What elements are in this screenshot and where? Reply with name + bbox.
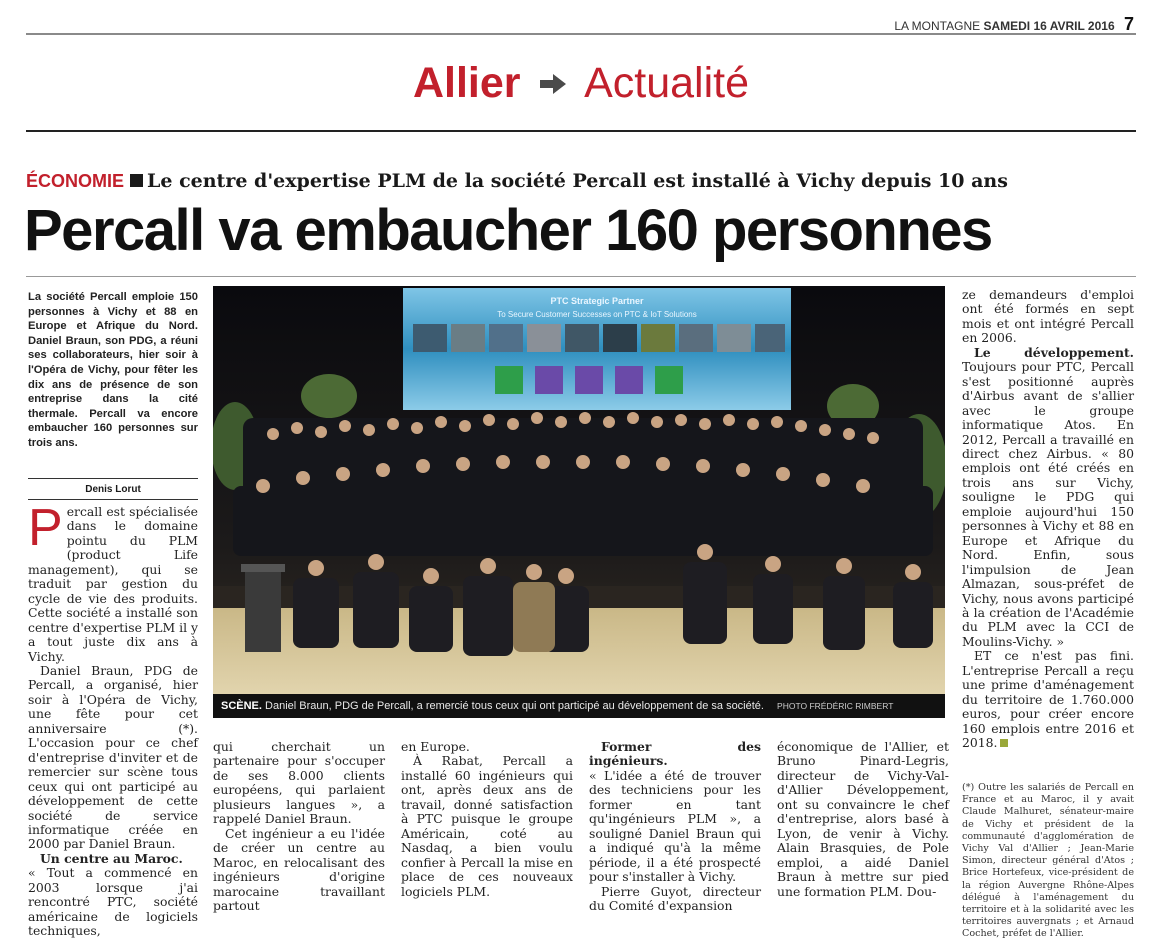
body-column-2 — [213, 740, 385, 913]
paragraph: « L'idée a été de trouver des techniciens pour les former en tant qu'ingénieurs PLM », a souligné Daniel Braun qui a indiqué qu'à la même période, il a été prospecté pour s'installer à Vichy. — [589, 767, 761, 885]
title-separator — [26, 276, 1136, 277]
page-header-info — [894, 14, 1134, 35]
body-column-6 — [962, 288, 1134, 751]
subheading: Former des ingénieurs. — [589, 739, 761, 769]
screen-title: PTC Strategic Partner — [550, 296, 644, 306]
photo-caption — [213, 694, 945, 718]
subheading: Le développement. — [974, 344, 1134, 360]
body-column-1 — [28, 499, 198, 939]
body-column-4 — [589, 740, 761, 913]
paragraph: ET ce n'est pas fini. L'entreprise Percall a reçu une prime d'aménagement du territoire de 1.760.000 euros, pour créer encore 160 emplois entre 2016 et 2018. — [962, 648, 1134, 751]
paragraph: qui cherchait un partenaire pour s'occuper de ses 8.000 clients européens, qui parlaient plusieurs langues », a rappelé Daniel Braun. — [213, 739, 385, 827]
body-column-5 — [777, 740, 949, 899]
drop-cap: P — [28, 499, 63, 557]
article-headline: Percall va embaucher 160 personnes — [24, 198, 992, 263]
page-number: 7 — [1123, 14, 1134, 34]
photo-credit: PHOTO FRÉDÉRIC RIMBERT — [777, 701, 894, 711]
screen-image-strip — [413, 324, 785, 352]
issue-date: SAMEDI 16 AVRIL 2016 — [983, 19, 1115, 33]
author-byline: Denis Lorut — [28, 478, 198, 495]
paragraph: Toujours pour PTC, Percall s'est positionné auprès d'Airbus avant de s'allier avec le groupe informatique Atos. En 2012, Percall a travaillé en direct chez Airbus. « 80 emplois ont été créés en trois ans sur Vichy, souligne le PDG qui emploie aujourd'hui 150 personnes à Vichy et 88 en Europe et Afrique du Nord. Enfin, sous l'impulsion de Jean Almazan, sous-préfet de Vichy, nous avons participé à la création de l'Académie du PLM avec la CCI de Moulins-Vichy. » — [962, 359, 1134, 649]
subheading: Un centre au Maroc. — [40, 850, 183, 866]
newspaper-name: LA MONTAGNE — [894, 19, 981, 33]
body-column-3 — [401, 740, 573, 899]
article-kicker — [26, 169, 1008, 193]
arrow-right-icon — [538, 72, 568, 96]
rubric-section: Actualité — [584, 59, 749, 107]
paragraph: économique de l'Allier, et Bruno Pinard-Legris, directeur de Vichy-Val-d'Allier Développement, ont su convaincre le chef d'entreprise, alors basé à Lyon, de venir à Vichy. Alain Brasquies, de Pole emploi, a aidé Daniel Braun à mettre sur pied une formation PLM. Dou- — [777, 739, 949, 899]
screen-subtitle: To Secure Customer Successes on PTC & IoT Solutions — [497, 310, 697, 319]
paragraph: ze demandeurs d'emploi ont été formés en sept mois et ont intégré Percall en 2006. — [962, 287, 1134, 346]
footnote: (*) Outre les salariés de Percall en France et au Maroc, il y avait Claude Malhuret, sénateur-maire de Vichy et président de la communauté d'agglomération de Vichy Val d'Allier ; Jean-Marie Simon, directeur général d'Atos ; Brice Hortefeux, vice-président de la région Auvergne Rhône-Alpes délégué à l'aménagement du territoire et à la solidarité avec les territoires auvergnats ; et Arnaud Cochet, préfet de l'Allier. — [962, 782, 1134, 940]
audience-crowd — [233, 418, 933, 556]
caption-text: Daniel Braun, PDG de Percall, a remercié tous ceux qui ont participé au développement de sa société. — [265, 700, 764, 712]
section-rubric — [0, 58, 1162, 108]
article-photo — [213, 286, 945, 718]
stage-photo-illustration — [213, 286, 945, 718]
paragraph: en Europe. — [401, 739, 470, 754]
article-lead: La société Percall emploie 150 personnes à Vichy et 88 en Europe et Afrique du Nord. Daniel Braun, son PDG, a réuni ses collaborateurs, hier soir à l'Opéra de Vichy, pour fêter les dix ans de présence de son entreprise dans la cité thermale. Percall va encore embaucher 160 personnes sur trois ans. — [28, 291, 198, 449]
header-rule — [26, 33, 1136, 35]
end-mark-icon — [1000, 739, 1008, 747]
square-bullet-icon — [130, 174, 143, 187]
header-separator — [26, 130, 1136, 132]
paragraph: À Rabat, Percall a installé 60 ingénieurs qui ont, après deux ans de travail, donné satisfaction à PTC puisque le groupe Américain, coté au Nasdaq, a bien voulu confier à Percall la mise en place de ces nouveaux logiciels PLM. — [401, 753, 573, 899]
paragraph: Cet ingénieur a eu l'idée de créer un centre au Maroc, en relocalisant des ingénieurs d'origine marocaine travaillant partout — [213, 825, 385, 913]
paragraph: Daniel Braun, PDG de Percall, a organisé, hier soir à l'Opéra de Vichy, une fête pour cet anniversaire (*). L'occasion pour ce chef d'entreprise d'inviter et de remercier sur scène tous ceux qui ont participé au développement de cette société de service informatique créée en 2000 par Daniel Braun. — [28, 662, 198, 852]
paragraph: ercall est spécialisée dans le domaine pointu du PLM (product Life management), qui se traduit par gestion du cycle de vie des produits. Cette société a installé son centre d'expertise PLM il y a tout juste dix ans à Vichy. — [28, 504, 198, 664]
rubric-region: Allier — [412, 59, 521, 107]
kicker-text: Le centre d'expertise PLM de la société Percall est installé à Vichy depuis 10 ans — [147, 170, 1008, 192]
paragraph: Pierre Guyot, directeur du Comité d'expansion — [589, 883, 761, 913]
section-label: ÉCONOMIE — [26, 171, 125, 191]
paragraph: « Tout a commencé en 2003 lorsque j'ai rencontré PTC, société américaine de logiciels techniques, — [28, 865, 198, 939]
caption-label: SCÈNE. — [221, 700, 262, 712]
